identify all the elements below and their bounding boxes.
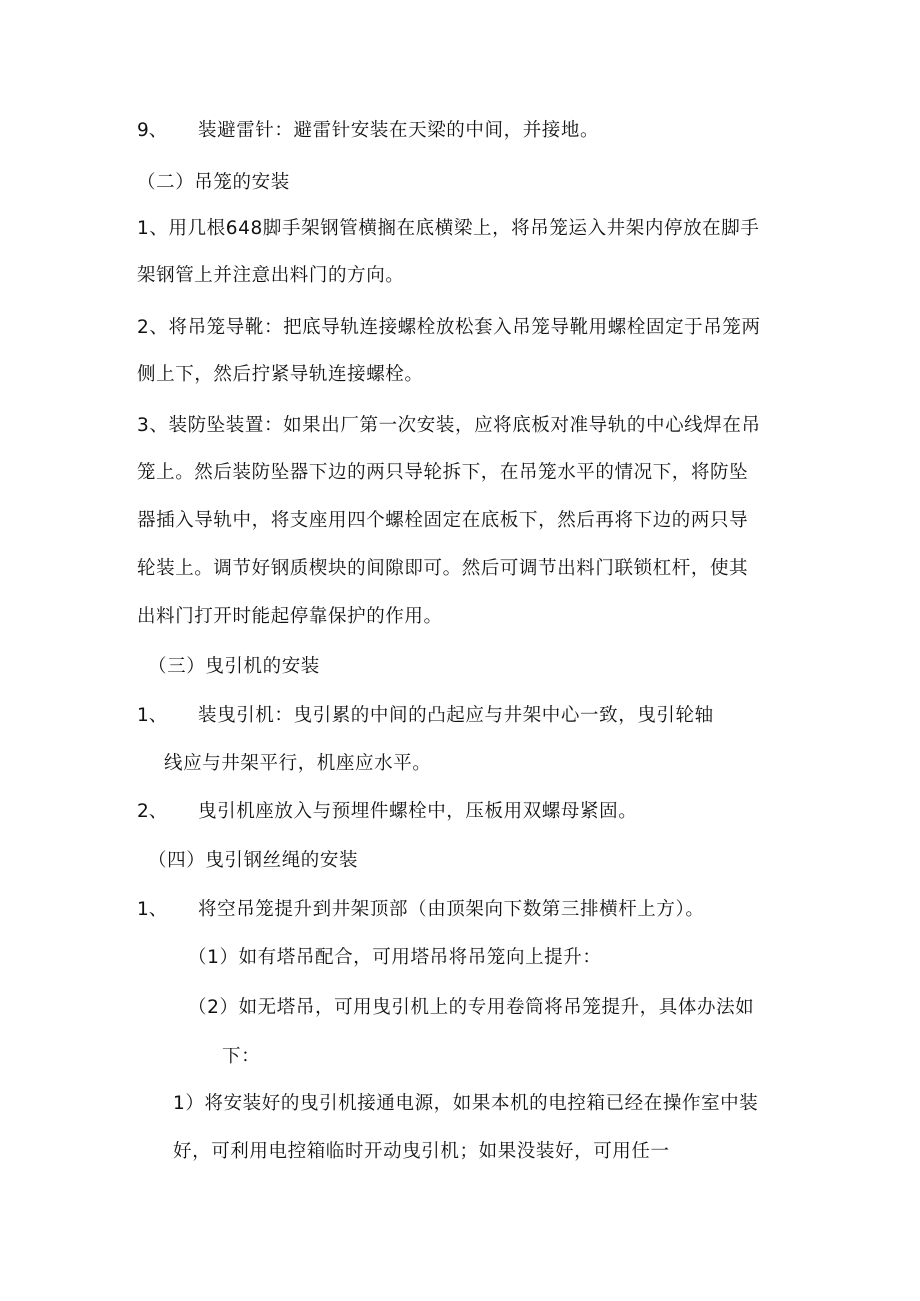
paragraph-line: 线应与井架平行，机座应水平。	[164, 753, 432, 774]
sub-item-1: （1）如有塔吊配合，可用塔吊将吊笼向上提升：	[188, 947, 602, 968]
paragraph-line: 轮装上。调节好钢质楔块的间隙即可。然后可调节出料门联锁杠杆，使其	[137, 558, 749, 579]
paragraph-line: 装曳引机：曳引累的中间的凸起应与井架中心一致，曳引轮轴	[198, 705, 714, 726]
paragraph-line: 器插入导轨中，将支座用四个螺栓固定在底板下，然后再将下边的两只导	[137, 510, 749, 531]
paragraph-line: 将空吊笼提升到井架顶部（由顶架向下数第三排横杆上方）。	[198, 899, 705, 920]
paragraph-line: 1、用几根648脚手架钢管横搁在底横梁上，将吊笼运入井架内停放在脚手	[137, 218, 760, 239]
section-heading-4: （四）曳引钢丝绳的安装	[148, 850, 359, 871]
item-9-text: 装避雷针：避雷针安装在天梁的中间，并接地。	[198, 120, 600, 141]
paragraph-line: 侧上下，然后拧紧导轨连接螺栓。	[137, 364, 424, 385]
paragraph-line: 3、装防坠装置：如果出厂第一次安装，应将底板对准导轨的中心线焊在吊	[137, 415, 761, 436]
paragraph-line: 曳引机座放入与预埋件螺栓中，压板用双螺母紧固。	[198, 801, 638, 822]
sub-item-2: （2）如无塔吊，可用曳引机上的专用卷筒将吊笼提升，具体办法如	[188, 997, 755, 1018]
item-2-number: 2、	[137, 801, 168, 822]
paragraph-line: 出料门打开时能起停靠保护的作用。	[137, 606, 443, 627]
item-1-number: 1、	[137, 705, 168, 726]
paragraph-line: 下：	[222, 1046, 261, 1067]
paragraph-line: 笼上。然后装防坠器下边的两只导轮拆下，在吊笼水平的情况下，将防坠	[137, 462, 749, 483]
step-1: 1）将安装好的曳引机接通电源，如果本机的电控箱已经在操作室中装	[173, 1093, 759, 1114]
item-1-number: 1、	[137, 899, 168, 920]
paragraph-line: 架钢管上并注意出料门的方向。	[137, 265, 405, 286]
paragraph-line: 好，可利用电控箱临时开动曳引机；如果没装好，可用任一	[173, 1141, 670, 1162]
item-9-number: 9、	[137, 120, 168, 141]
paragraph-line: 2、将吊笼导靴：把底导轨连接螺栓放松套入吊笼导靴用螺栓固定于吊笼两	[137, 317, 761, 338]
section-heading-2: （二）吊笼的安装	[137, 172, 290, 193]
section-heading-3: （三）曳引机的安装	[148, 656, 320, 677]
